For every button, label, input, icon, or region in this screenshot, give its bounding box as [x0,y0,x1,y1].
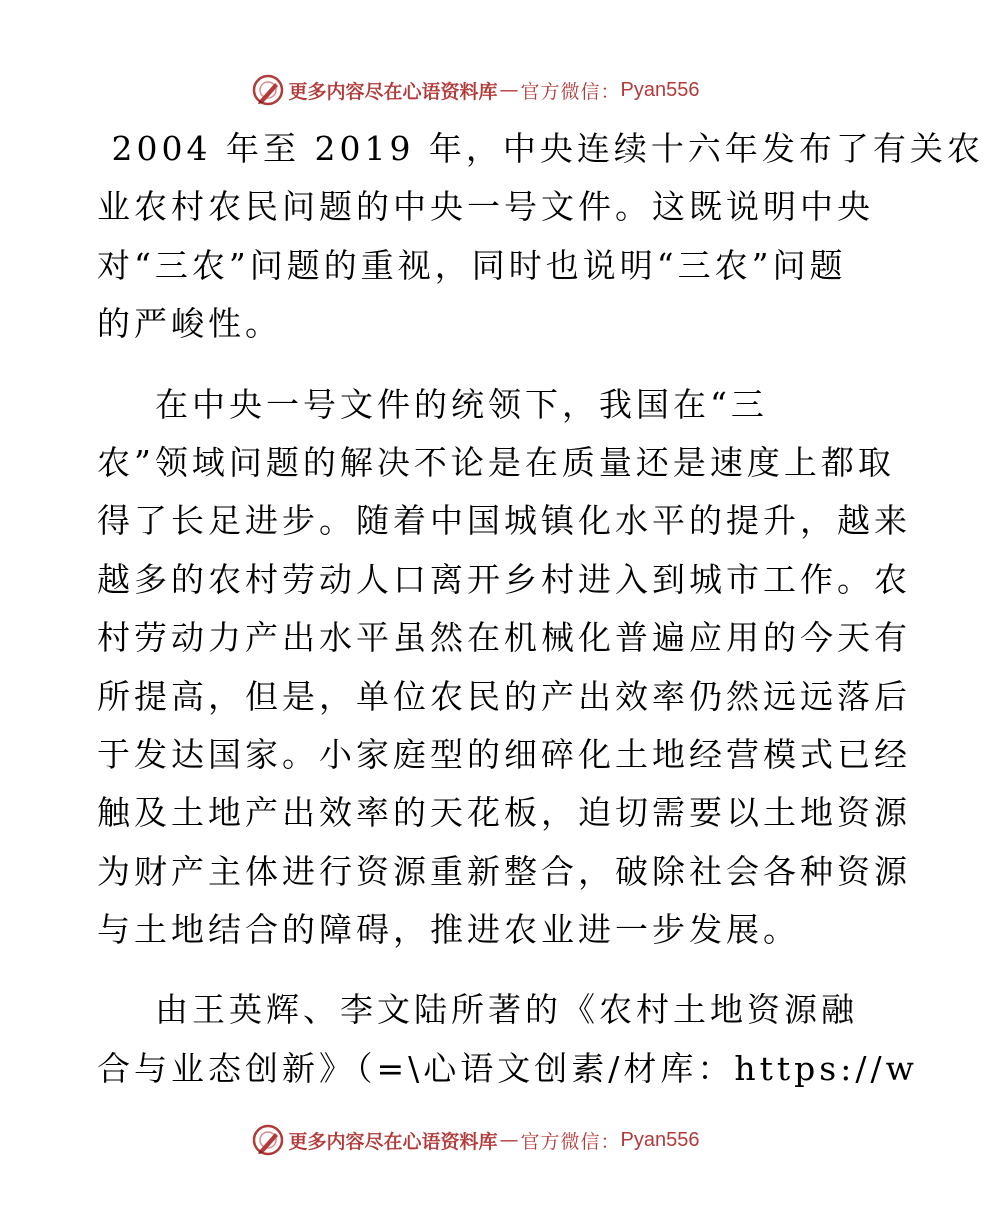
text-line: 得了长足进步。随着中国城镇化水平的提升，越来 [97,501,911,541]
text-line: 在中央一号文件的统领下，我国在“三 [97,384,768,424]
pen-logo-icon [251,73,285,107]
text-line: 于发达国家。小家庭型的细碎化土地经营模式已经 [97,734,911,774]
watermark-dash: — [499,1129,519,1151]
watermark-side-text: 官方微信： [520,80,621,103]
text-line: 的严峻性。 [97,304,282,344]
text-line: 触及土地产出效率的天花板，迫切需要以土地资源 [97,793,911,833]
paragraph-gap [97,354,857,376]
watermark-wechat-id: Pyan556 [620,78,700,101]
text-line: 与土地结合的障碍，推进农业进一步发展。 [97,910,800,950]
watermark-main-text: 更多内容尽在心语资料库 [288,1130,498,1153]
watermark-main-text: 更多内容尽在心语资料库 [288,80,498,103]
watermark-wechat-id: Pyan556 [620,1128,700,1151]
text-line: 所提高，但是，单位农民的产出效率仍然远远落后 [97,676,911,716]
text-line: 为财产主体进行资源重新整合，破除社会各种资源 [97,851,911,891]
text-line: 业农村农民问题的中央一号文件。这既说明中央 [97,187,874,227]
footer-watermark [0,1120,950,1160]
header-watermark [0,70,950,110]
watermark-dash: — [499,79,519,101]
paragraph-2 [97,376,911,960]
text-line: 村劳动力产出水平虽然在机械化普遍应用的今天有 [97,618,911,658]
text-line: 由王英辉、李文陆所著的《农村土地资源融 [97,990,858,1030]
paragraph-1 [97,120,984,354]
text-line: 对“三农”问题的重视，同时也说明“三农”问题 [97,245,847,285]
pen-logo-icon [251,1123,285,1157]
text-line: 2004 年至 2019 年，中央连续十六年发布了有关农 [97,129,984,168]
text-line: 农”领域问题的解决不论是在质量还是速度上都取 [97,442,895,482]
watermark-side-text: 官方微信： [520,1130,621,1153]
text-line: 合与业态创新》（=\心语文创素/材库：https://w [97,1048,918,1088]
document-body [97,120,984,1098]
paragraph-3 [97,981,918,1098]
paragraph-gap [97,959,857,981]
text-line: 越多的农村劳动人口离开乡村进入到城市工作。农 [97,559,911,599]
